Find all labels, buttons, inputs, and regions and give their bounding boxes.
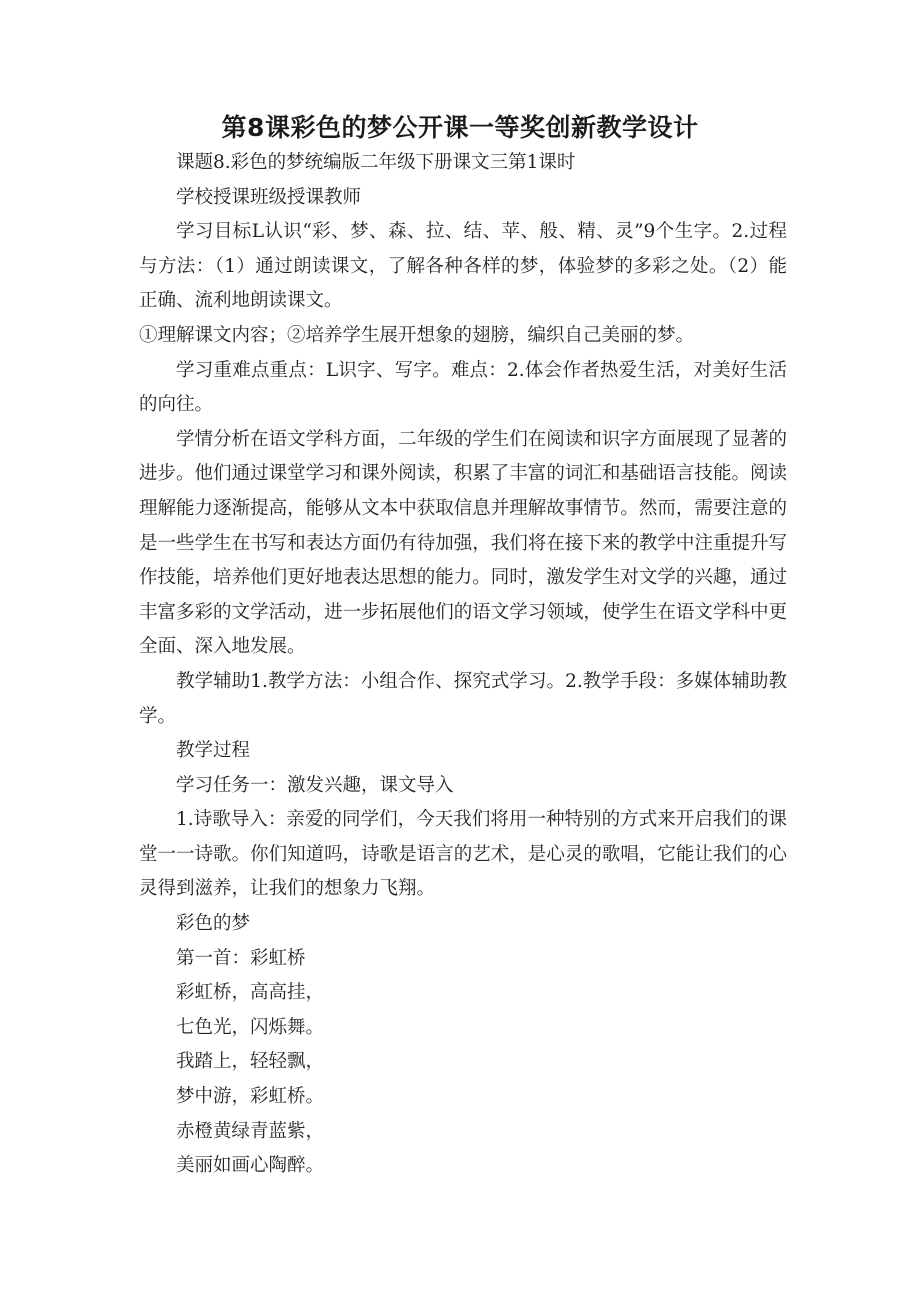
document-title: 第8课彩色的梦公开课一等奖创新教学设计 [221,113,699,142]
poem-line: 我踏上，轻轻飘， [176,1051,325,1073]
learning-objectives-continued: ①理解课文内容；②培养学生展开想象的翅膀，编织自己美丽的梦。 [139,324,695,346]
poem-line: 美丽如画心陶醉。 [176,1155,325,1177]
task-one-heading: 学习任务一：激发兴趣，课文导入 [176,774,454,796]
lesson-topic: 课题8.彩色的梦统编版二年级下册课文三第1课时 [176,152,576,173]
poem-introduction: 1.诗歌导入：亲爱的同学们，今天我们将用一种特别的方式来开启我们的课堂一一诗歌。你们知道吗，诗歌是语言的艺术，是心灵的歌唱，它能让我们的心灵得到滋养，让我们的想象力飞翔。 [139,809,787,900]
key-difficulties: 学习重难点重点：L识字、写字。难点：2.体会作者热爱生活，对美好生活的向往。 [139,359,787,416]
poem-line: 七色光，闪烁舞。 [176,1016,325,1038]
learner-analysis: 学情分析在语文学科方面，二年级的学生们在阅读和识字方面展现了显著的进步。他们通过课堂学习和课外阅读，积累了丰富的词汇和基础语言技能。阅读理解能力逐渐提高，能够从文本中获取信息并理解故事情节。然而，需要注意的是一些学生在书写和表达方面仍有待加强，我们将在接下来的教学中注重提升写作技能，培养他们更好地表达思想的能力。同时，激发学生对文学的兴趣，通过丰富多彩的文学活动，进一步拓展他们的语文学习领域，使学生在语文学科中更全面、深入地发展。 [139,428,787,658]
poem-one-title: 第一首：彩虹桥 [176,947,306,969]
poem-collection-title: 彩色的梦 [176,913,251,935]
school-class-teacher: 学校授课班级授课教师 [176,186,362,208]
document-body [139,146,787,1184]
poem-line: 梦中游，彩虹桥。 [176,1086,325,1108]
poem-line: 彩虹桥，高高挂， [176,982,325,1004]
teaching-process-heading: 教学过程 [176,740,251,762]
learning-objectives: 学习目标L认识“彩、梦、森、拉、结、苹、般、精、灵”9个生字。2.过程与方法：（1）通过朗读课文，了解各种各样的梦，体验梦的多彩之处。（2）能正确、流利地朗读课文。 [139,221,787,312]
poem-line: 赤橙黄绿青蓝紫， [176,1120,325,1142]
teaching-aids: 教学辅助1.教学方法：小组合作、探究式学习。2.教学手段：多媒体辅助教学。 [139,670,787,727]
